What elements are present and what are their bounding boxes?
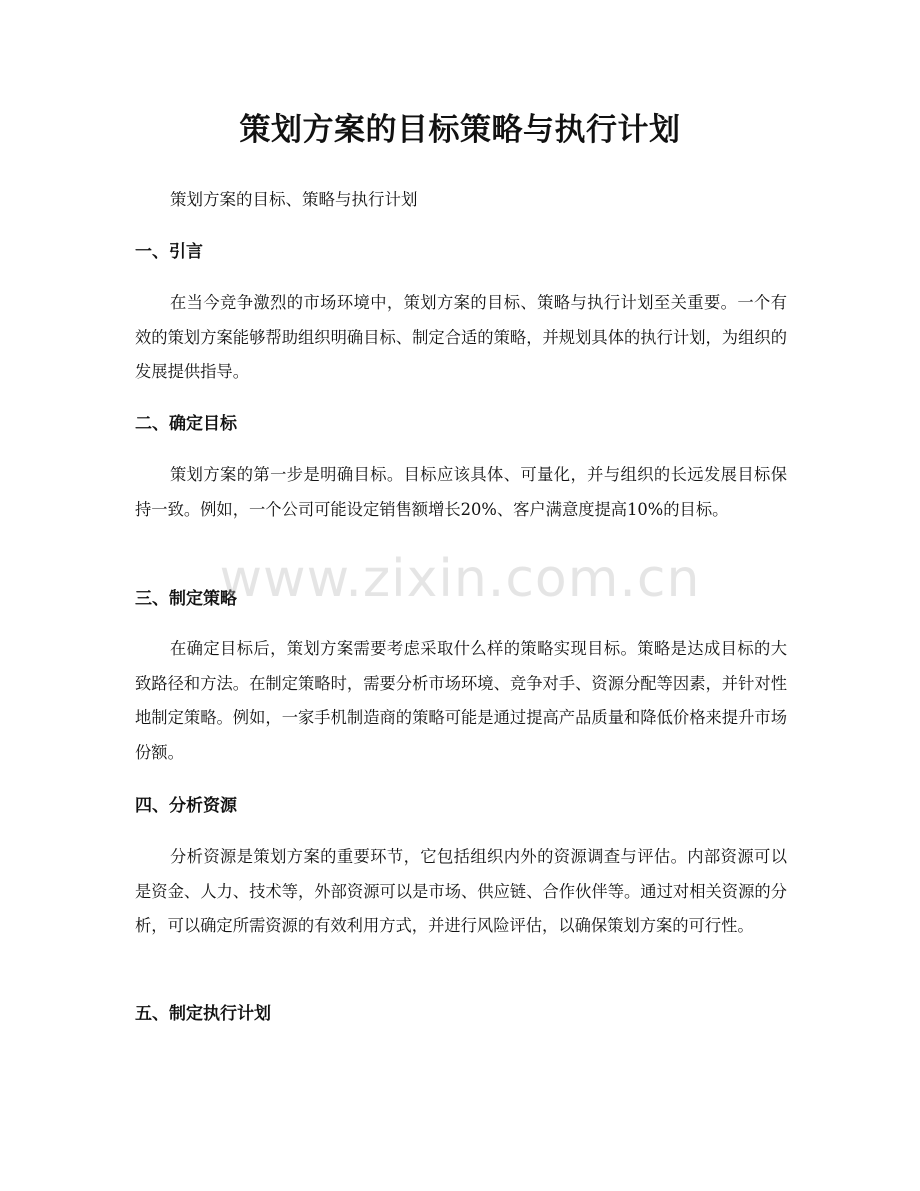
section-paragraph-resources: 分析资源是策划方案的重要环节，它包括组织内外的资源调查与评估。内部资源可以是资金、人力、技术等，外部资源可以是市场、供应链、合作伙伴等。通过对相关资源的分析，可以确定所需资源的有效利用方式，并进行风险评估，以确保策划方案的可行性。 bbox=[135, 847, 787, 935]
section-heading-resources: 四、分析资源 bbox=[135, 796, 237, 816]
section-heading-strategy: 三、制定策略 bbox=[135, 589, 237, 609]
section-heading-intro: 一、引言 bbox=[135, 242, 203, 262]
section-paragraph-goals: 策划方案的第一步是明确目标。目标应该具体、可量化，并与组织的长远发展目标保持一致。例如，一个公司可能设定销售额增长20%、客户满意度提高10%的目标。 bbox=[135, 465, 787, 519]
section-paragraph-strategy: 在确定目标后，策划方案需要考虑采取什么样的策略实现目标。策略是达成目标的大致路径和方法。在制定策略时，需要分析市场环境、竞争对手、资源分配等因素，并针对性地制定策略。例如，一家手机制造商的策略可能是通过提高产品质量和降低价格来提升市场份额。 bbox=[135, 639, 787, 762]
watermark: www.zixin.com.cn bbox=[219, 549, 701, 609]
document-title: 策划方案的目标策略与执行计划 bbox=[239, 112, 681, 148]
section-paragraph-intro: 在当今竞争激烈的市场环境中，策划方案的目标、策略与执行计划至关重要。一个有效的策划方案能够帮助组织明确目标、制定合适的策略，并规划具体的执行计划，为组织的发展提供指导。 bbox=[135, 293, 787, 381]
section-heading-goals: 二、确定目标 bbox=[135, 414, 237, 434]
section-heading-execution-plan: 五、制定执行计划 bbox=[135, 1004, 271, 1024]
document-subtitle: 策划方案的目标、策略与执行计划 bbox=[170, 190, 418, 209]
